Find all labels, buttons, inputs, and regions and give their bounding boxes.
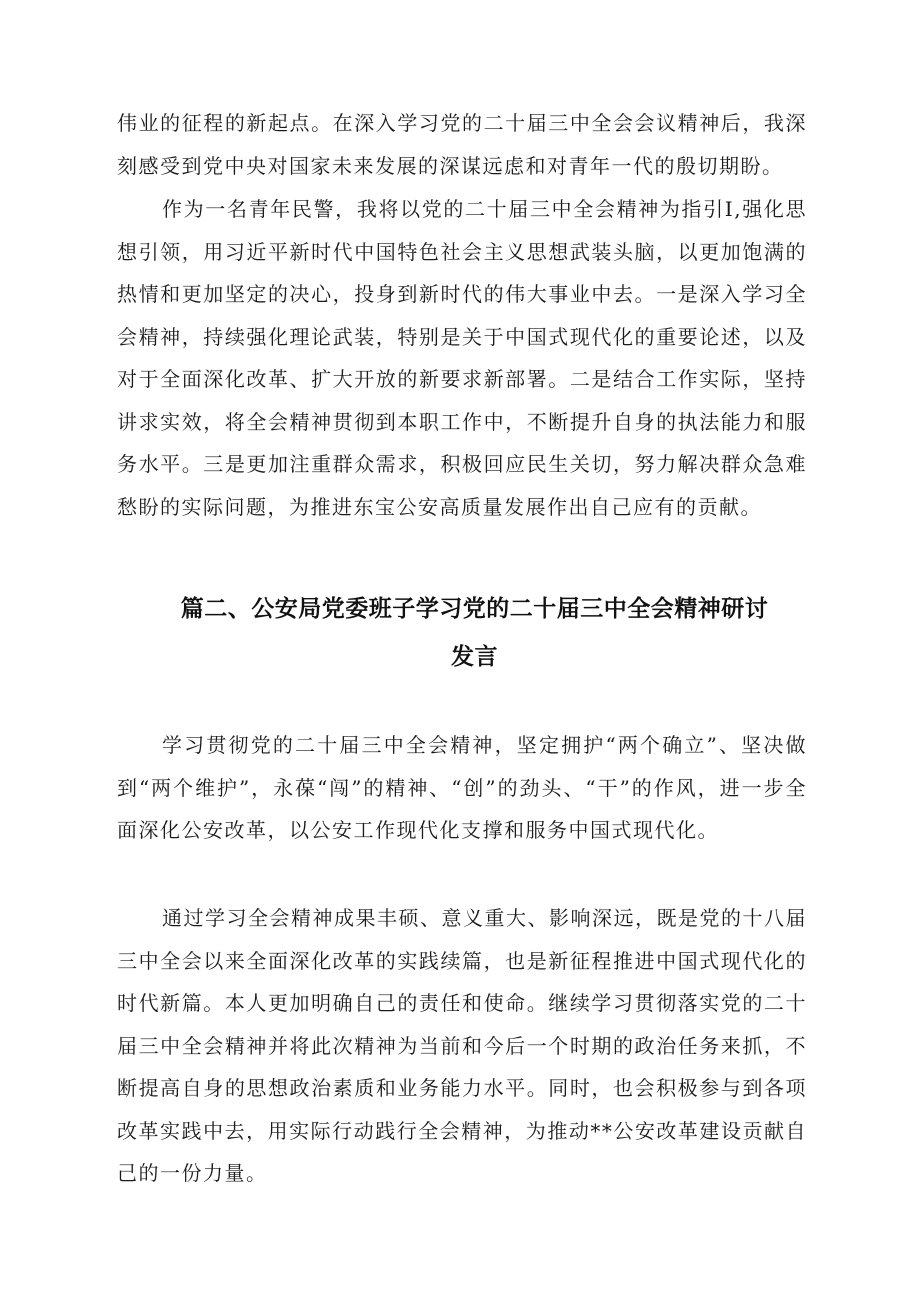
section-heading-line-1: 篇二、公安局党委班子学习党的二十届三中全会精神研讨 [180, 596, 769, 622]
section-heading-line-2: 发言 [451, 644, 498, 670]
paragraph-learning-outcomes: 通过学习全会精神成果丰硕、意义重大、影响深远，既是党的十八届三中全会以来全面深化改革的实践续篇，也是新征程推进中国式现代化的时代新篇。本人更加明确自己的责任和使命。继续学习贯彻落实党的二十届三中全会精神并将此次精神为当前和今后一个时期的政治任务来抓，不断提高自身的思想政治素质和业务能力水平。同时，也会积极参与到各项改革实践中去，用实际行动践行全会精神，为推动**公安改革建设贡献自己的一份力量。 [117, 906, 807, 1185]
paragraph-study-spirit: 学习贯彻党的二十届三中全会精神，坚定拥护“两个确立”、坚决做到“两个维护”，永葆“闯”的精神、“创”的劲头、“干”的作风，进一步全面深化公安改革，以公安工作现代化支撑和服务中国式现代化。 [117, 733, 807, 842]
paragraph-youth-police-commitment: 作为一名青年民警，我将以党的二十届三中全会精神为指引I,强化思想引领，用习近平新时代中国特色社会主义思想武装头脑，以更加饱满的热情和更加坚定的决心，投身到新时代的伟大事业中去。一是深入学习全会精神，持续强化理论武装，特别是关于中国式现代化的重要论述，以及对于全面深化改革、扩大开放的新要求新部署。二是结合工作实际，坚持讲求实效，将全会精神贯彻到本职工作中，不断提升自身的执法能力和服务水平。三是更加注重群众需求，积极回应民生关切，努力解决群众急难愁盼的实际问题，为推进东宝公安高质量发展作出自己应有的贡献。 [117, 197, 807, 519]
paragraph-continuation: 伟业的征程的新起点。在深入学习党的二十届三中全会会议精神后，我深刻感受到党中央对国家未来发展的深谋远虑和对青年一代的殷切期盼。 [117, 111, 807, 178]
